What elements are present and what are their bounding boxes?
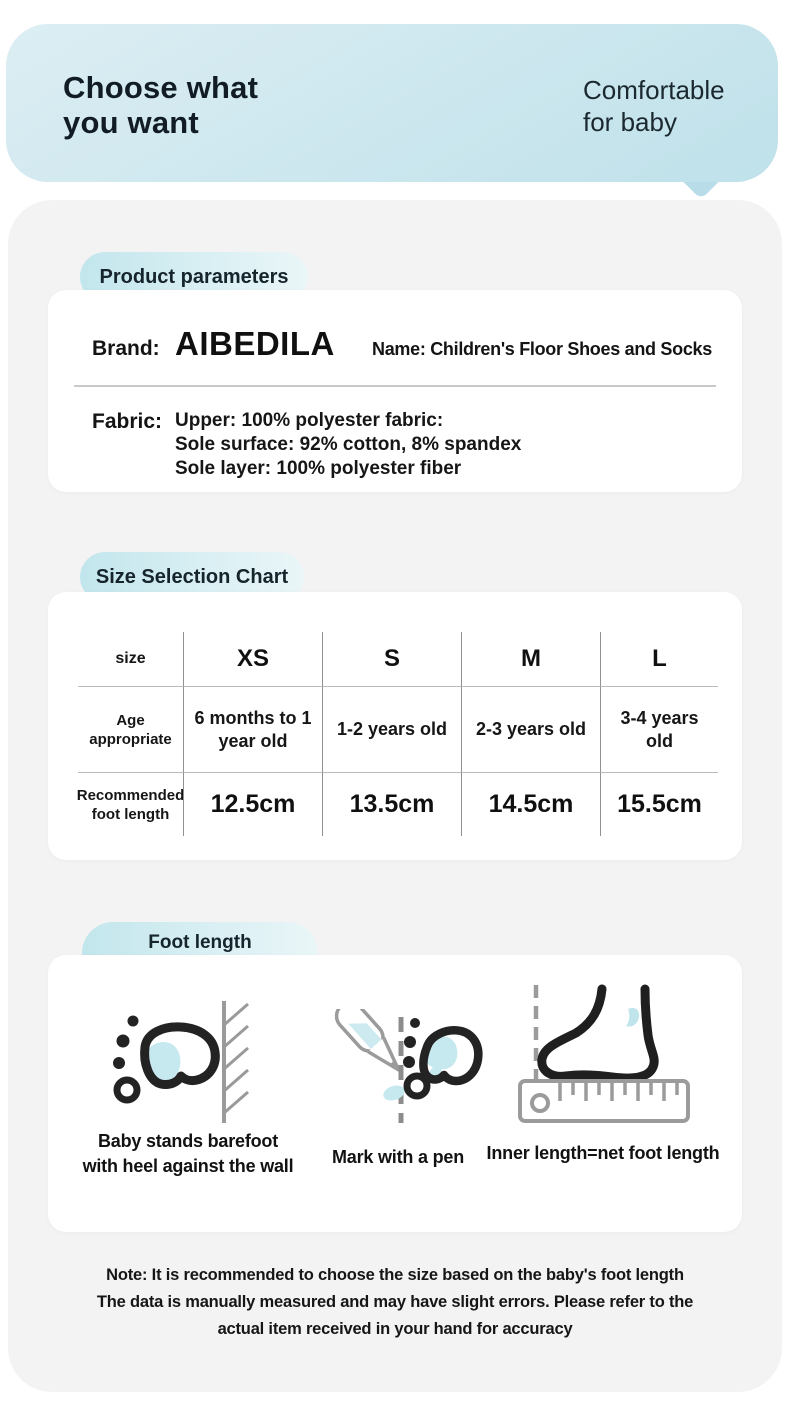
size-chart-card — [48, 592, 742, 860]
table-cell-age-xs: 6 months to 1 year old — [183, 686, 322, 772]
note-line3: actual item received in your hand for accuracy — [217, 1320, 573, 1338]
hero-title — [63, 70, 258, 140]
table-header-size: size — [115, 650, 146, 667]
hero-tagline-line1: Comfortable — [583, 75, 725, 105]
note-line2: The data is manually measured and may have slight errors. Please refer to the — [96, 1293, 694, 1311]
table-cell-length-s: 13.5cm — [322, 772, 461, 836]
step-caption — [53, 1129, 323, 1179]
table-row-label-foot-length: Recommended foot length — [78, 772, 183, 836]
section-badge-size-chart: Size Selection Chart — [80, 552, 304, 602]
table-header-l: L — [600, 632, 718, 686]
table-cell-length-m: 14.5cm — [461, 772, 600, 836]
table-header-xs: XS — [183, 632, 322, 686]
fabric-line-sole-layer: Sole layer: 100% polyester fiber — [175, 458, 462, 479]
hero-title-line2: you want — [63, 105, 199, 140]
table-cell-length-l: 15.5cm — [600, 772, 718, 836]
table-cell-age-m: 2-3 years old — [461, 686, 600, 772]
table-row-label-age: Age appropriate — [78, 686, 183, 772]
step1-caption-line1: Baby stands barefoot — [97, 1131, 279, 1151]
fabric-label: Fabric: — [92, 410, 163, 433]
measurement-step-1 — [53, 987, 323, 1179]
table-cell-age-s: 1-2 years old — [322, 686, 461, 772]
fabric-line-sole-surface: Sole surface: 92% cotton, 8% spandex — [175, 434, 522, 455]
measurement-step-3 — [468, 987, 738, 1166]
measurement-badge-line1: Foot length — [148, 932, 252, 953]
divider — [74, 385, 716, 387]
step-caption: Inner length=net foot length — [486, 1143, 720, 1163]
measurement-card — [48, 955, 742, 1232]
footprint-wall-icon — [53, 987, 323, 1127]
hero-tagline-line2: for baby — [583, 107, 677, 137]
brand-label: Brand: — [92, 337, 160, 360]
note-text — [8, 1262, 782, 1343]
hero-tagline — [583, 74, 725, 138]
hero-title-line1: Choose what — [63, 70, 259, 105]
measurement-step-2 — [308, 987, 488, 1170]
hero-banner — [6, 24, 778, 182]
step1-caption-line2: with heel against the wall — [82, 1156, 294, 1176]
brand-value: AIBEDILA — [175, 325, 335, 362]
step-caption: Mark with a pen — [331, 1147, 465, 1167]
fabric-details — [175, 409, 521, 481]
content-panel — [8, 200, 782, 1392]
fabric-line-upper: Upper: 100% polyester fabric: — [175, 410, 444, 431]
product-parameters-card — [48, 290, 742, 492]
section-badge-product-parameters: Product parameters — [80, 252, 308, 302]
product-name: Name: Children's Floor Shoes and Socks — [372, 339, 712, 359]
table-cell-age-l: 3-4 years old — [600, 686, 718, 772]
table-header-s: S — [322, 632, 461, 686]
ruler-foot-icon — [468, 987, 738, 1127]
note-line1: Note: It is recommended to choose the size based on the baby's foot length — [106, 1266, 684, 1284]
table-cell-length-xs: 12.5cm — [183, 772, 322, 836]
size-table — [78, 632, 718, 836]
table-header-m: M — [461, 632, 600, 686]
pen-mark-icon — [308, 987, 488, 1127]
